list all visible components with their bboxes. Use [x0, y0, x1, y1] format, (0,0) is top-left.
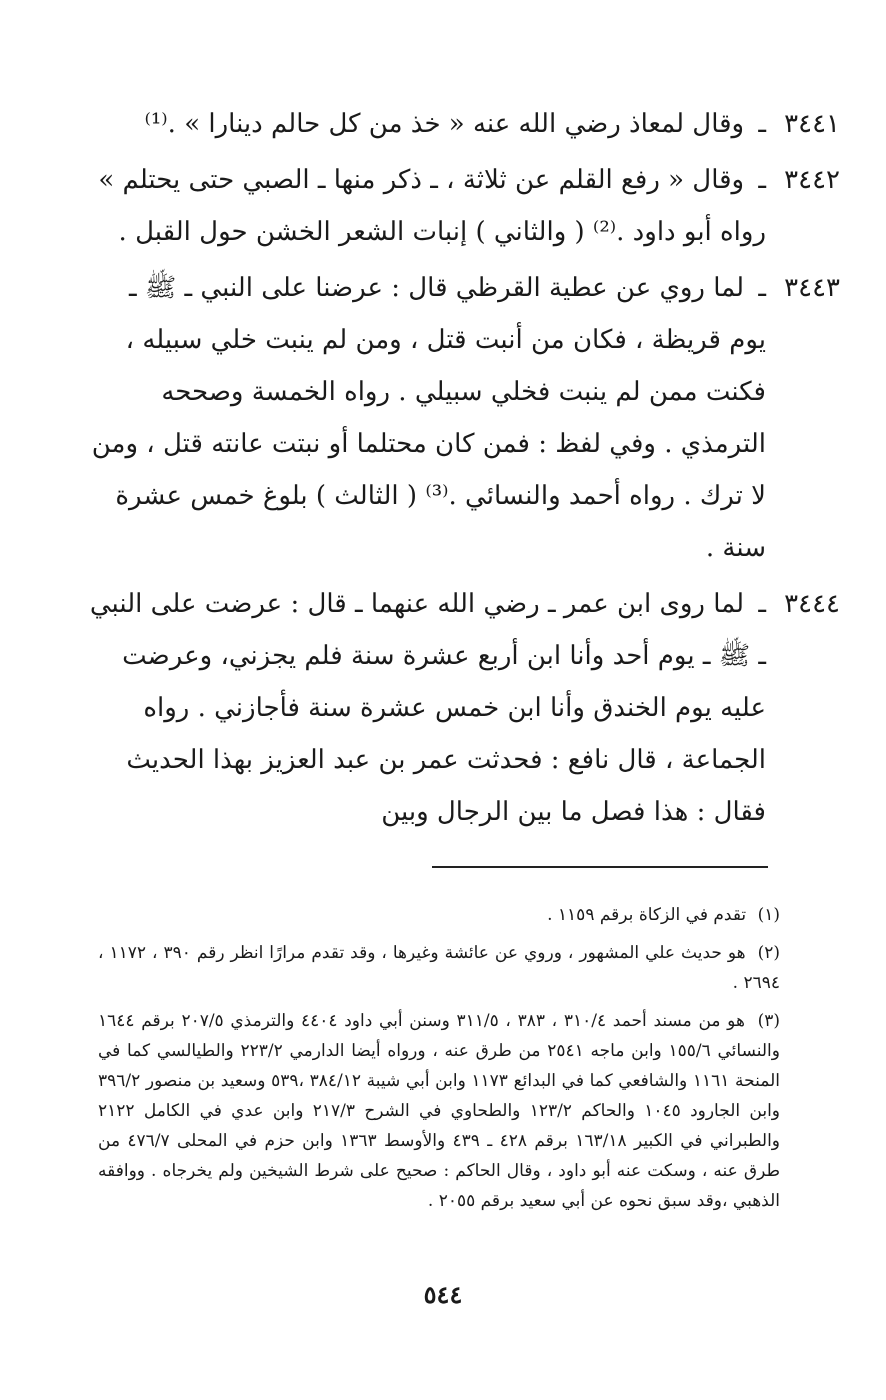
entry-number: ٣٤٤٤	[784, 589, 840, 619]
footnote-number: (١)	[757, 905, 780, 925]
footnote-text: تقدم في الزكاة برقم ١١٥٩ .	[547, 905, 747, 925]
footnote-number: (٣)	[757, 1011, 781, 1031]
entry-dash: ـ	[758, 109, 766, 139]
entry-dash: ـ	[758, 589, 766, 619]
entry-3443	[86, 262, 840, 574]
entry-number: ٣٤٤٢	[784, 165, 840, 195]
entry-text: وقال « رفع القلم عن ثلاثة ، ـ ذكر منها ـ الصبي حتى يحتلم » رواه أبو داود .⁽²⁾ ( والثاني ) إنبات الشعر الخشن حول القبل .	[98, 165, 766, 247]
entry-3441	[86, 98, 840, 150]
footnote-2	[98, 938, 780, 998]
entry-number: ٣٤٤١	[784, 109, 840, 139]
entry-3442	[86, 154, 840, 258]
entry-text: لما روي عن عطية القرظي قال : عرضنا على النبي ـ ﷺ ـ يوم قريظة ، فكان من أنبت قتل ، ومن لم ينبت خلي سبيله ، فكنت ممن لم ينبت فخلي سبيلي . رواه الخمسة وصححه الترمذي . وفي لفظ : فمن كان محتلما أو نبتت عانته قتل ، ومن لا ترك . رواه أحمد والنسائي .⁽³⁾ ( الثالث ) بلوغ خمس عشرة سنة .	[91, 273, 766, 563]
footnote-text: هو من مسند أحمد ٣١٠/٤ ، ٣٨٣ ، ٣١١/٥ وسنن أبي داود ٤٤٠٤ والترمذي ٢٠٧/٥ برقم ١٦٤٤ والنسائي ١٥٥/٦ وابن ماجه ٢٥٤١ من طرق عنه ، ورواه أيضا الدارمي ٢٢٣/٢ والطيالسي كما في المنحة ١١٦١ والشافعي كما في البدائع ١١٧٣ وابن أبي شيبة ٣٨٤/١٢ ،٥٣٩ وسعيد بن منصور ٣٩٦/٢ وابن الجارود ١٠٤٥ والحاكم ١٢٣/٢ والطحاوي في الشرح ٢١٧/٣ وابن عدي في الكامل ٢١٢٢ والطبراني في الكبير ١٦٣/١٨ برقم ٤٢٨ ـ ٤٣٩ والأوسط ١٣٦٣ وابن حزم في المحلى ٤٧٦/٧ من طرق عنه ، وسكت عنه أبو داود ، وقال الحاكم : صحيح على شرط الشيخين ولم يخرجاه . ووافقه الذهبي ،وقد سبق نحوه عن أبي سعيد برقم ٢٠٥٥ .	[98, 1011, 781, 1211]
footnote-number: (٢)	[757, 943, 781, 963]
entry-dash: ـ	[758, 273, 766, 303]
footnote-separator	[432, 866, 768, 868]
main-text	[86, 98, 840, 842]
footnote-text: هو حديث علي المشهور ، وروي عن عائشة وغيرها ، وقد تقدم مرارًا انظر رقم ٣٩٠ ، ١١٧٢ ، ٢٦٩٤ .	[98, 943, 780, 993]
footnote-3	[98, 1006, 780, 1216]
footnote-1	[98, 900, 780, 930]
entry-text: لما روى ابن عمر ـ رضي الله عنهما ـ قال : عرضت على النبي ـ ﷺ ـ يوم أحد وأنا ابن أربع عشرة سنة فلم يجزني، وعرضت عليه يوم الخندق وأنا ابن خمس عشرة سنة فأجازني . رواه الجماعة ، قال نافع : فحدثت عمر بن عبد العزيز بهذا الحديث فقال : هذا فصل ما بين الرجال وبين	[89, 589, 766, 827]
entry-3444	[86, 578, 840, 838]
entry-number: ٣٤٤٣	[784, 273, 840, 303]
entry-dash: ـ	[758, 165, 766, 195]
footnotes	[98, 900, 780, 1224]
entry-text: وقال لمعاذ رضي الله عنه « خذ من كل حالم دينارا » .⁽¹⁾	[144, 109, 745, 139]
page-number: ٥٤٤	[423, 1280, 463, 1309]
